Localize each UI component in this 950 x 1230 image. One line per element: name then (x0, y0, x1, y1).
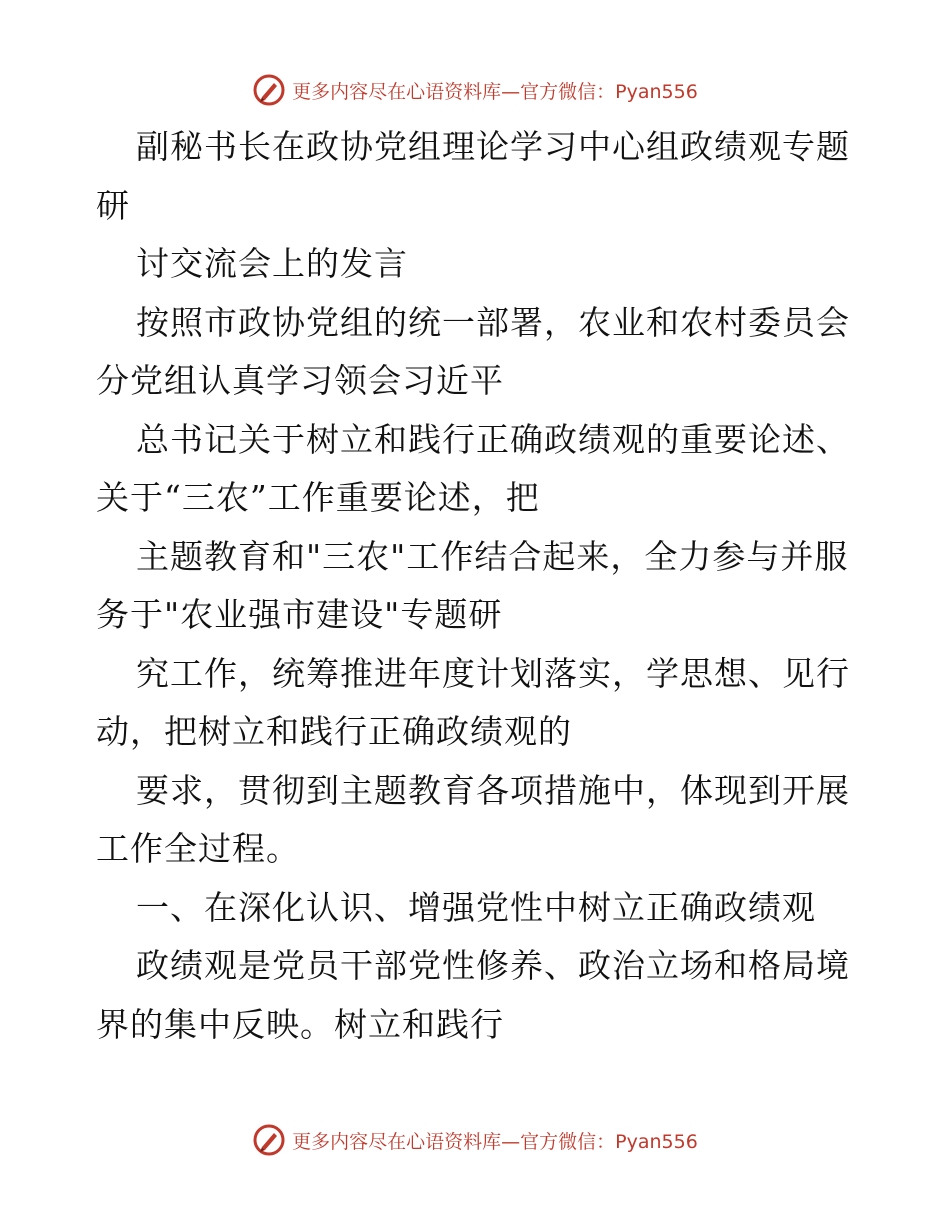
text-line: 讨交流会上的发言 (136, 244, 408, 283)
footer-watermark (0, 1120, 950, 1160)
pen-logo-icon (252, 73, 286, 107)
text-line: 究工作，统筹推进年度计划落实，学思想、见行 (136, 653, 850, 693)
text-line: 总书记关于树立和践行正确政绩观的重要论述、 (136, 419, 850, 459)
text-line: 政绩观是党员干部党性修养、政治立场和格局境 (136, 946, 850, 985)
text-line: 动，把树立和践行正确政绩观的 (96, 712, 572, 751)
text-line: 关于“三农”工作重要论述，把 (96, 478, 540, 517)
text-line: 界的集中反映。树立和践行 (96, 1004, 504, 1044)
watermark-text: 更多内容尽在心语资料库—官方微信：Pyan556 (292, 80, 698, 103)
text-line: 工作全过程。 (96, 829, 300, 868)
header-watermark (0, 70, 950, 110)
text-line: 分党组认真学习领会习近平 (96, 361, 504, 400)
text-line: 要求，贯彻到主题教育各项措施中，体现到开展 (136, 770, 850, 810)
text-line: 副秘书长在政协党组理论学习中心组政绩观专题 (136, 127, 850, 166)
text-line: 按照市政协党组的统一部署，农业和农村委员会 (136, 302, 850, 342)
section-heading: 一、在深化认识、增强党性中树立正确政绩观 (136, 887, 816, 927)
text-line: 务于"农业强市建设"专题研 (96, 595, 503, 634)
text-line: 主题教育和"三农"工作结合起来，全力参与并服 (136, 536, 849, 576)
text-line: 研 (96, 185, 130, 225)
watermark-text: 更多内容尽在心语资料库—官方微信：Pyan556 (292, 1130, 698, 1153)
document-body (96, 118, 856, 1054)
pen-logo-icon (252, 1123, 286, 1157)
